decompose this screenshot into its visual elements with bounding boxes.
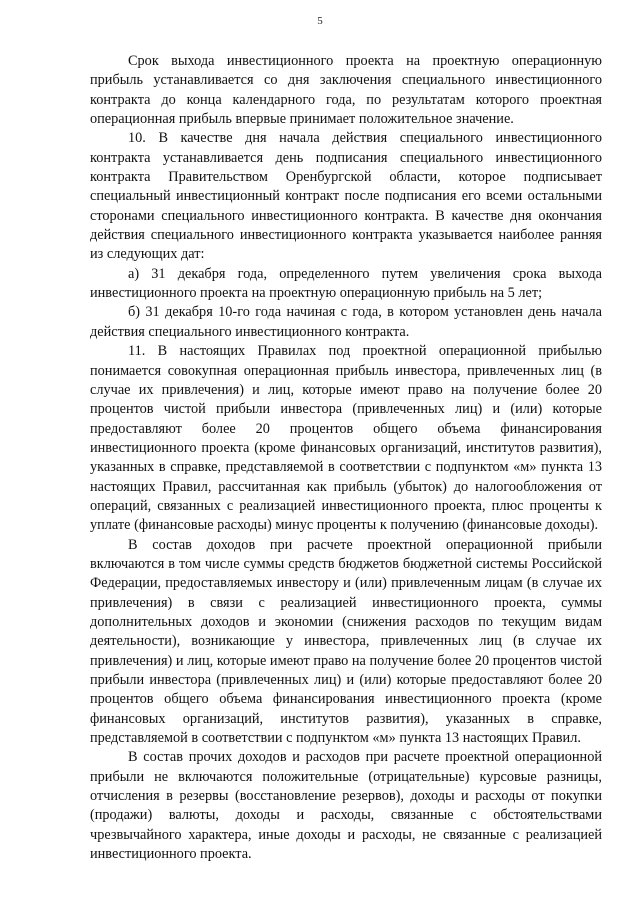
- paragraph-11-operating-profit: 11. В настоящих Правилах под проектной операционной прибылью понимается совокупная операционная прибыль инвестора, привлеченных лиц (в случае их привлечения) и лиц, которые имеют право на получение более 20 процентов чистой прибыли инвестора (привлеченных лиц) и (или) которые предоставляют более 20 процентов общего объема финансирования инвестиционного проекта (кроме финансовых организаций, институтов развития), указанных в справке, представляемой в соответствии с подпунктом «м» пункта 13 настоящих Правил, рассчитанная как прибыль (убыток) до налогообложения от операций, связанных с реализацией инвестиционного проекта, плюс проценты к уплате (финансовые расходы) минус проценты к получению (финансовые доходы).: [90, 343, 602, 534]
- paragraph-project-term: Срок выхода инвестиционного проекта на проектную операционную прибыль устанавливается со дня заключения специального инвестиционного контракта до конца календарного года, по результатам которого проектная операционная прибыль впервые принимает положительное значение.: [90, 53, 602, 128]
- paragraph-10-item-b: б) 31 декабря 10-го года начиная с года, в котором установлен день начала действия специального инвестиционного контракта.: [90, 304, 602, 340]
- paragraph-income-composition: В состав доходов при расчете проектной операционной прибыли включаются в том числе суммы средств бюджетов бюджетной системы Российской Федерации, предоставляемых инвестору и (или) привлеченным лицам (в случае их привлечения) в связи с реализацией инвестиционного проекта, суммы дополнительных доходов и экономии (снижения расходов по текущим видам деятельности), возникающие у инвестора, привлеченных лиц (в случае их привлечения) и лиц, которые имеют право на получение более 20 процентов чистой прибыли инвестора (привлеченных лиц) и (или) которые предоставляют более 20 процентов общего объема финансирования инвестиционного проекта (кроме финансовых организаций, институтов развития), указанных в справке, представляемой в соответствии с подпунктом «м» пункта 13 настоящих Правил.: [90, 536, 602, 747]
- paragraph-other-income-expenses: В состав прочих доходов и расходов при расчете проектной операционной прибыли не включаются положительные (отрицательные) курсовые разницы, отчисления в резервы (восстановление резервов), доходы и расходы от покупки (продажи) валюты, доходы и расходы, связанные с обстоятельствами чрезвычайного характера, иные доходы и расходы, не связанные с реализацией инвестиционного проекта.: [90, 749, 602, 863]
- page-number: 5: [317, 15, 323, 27]
- paragraph-10-contract-start: 10. В качестве дня начала действия специального инвестиционного контракта устанавливается день подписания специального инвестиционного контракта Правительством Оренбургской области, которое подписывает специальный инвестиционный контракт после подписания его всеми остальными сторонами специального инвестиционного контракта. В качестве дня окончания действия специального инвестиционного контракта указывается наиболее ранняя из следующих дат:: [90, 130, 602, 263]
- document-body: [90, 52, 602, 864]
- paragraph-10-item-a: а) 31 декабря года, определенного путем увеличения срока выхода инвестиционного проекта на проектную операционную прибыль на 5 лет;: [90, 265, 602, 302]
